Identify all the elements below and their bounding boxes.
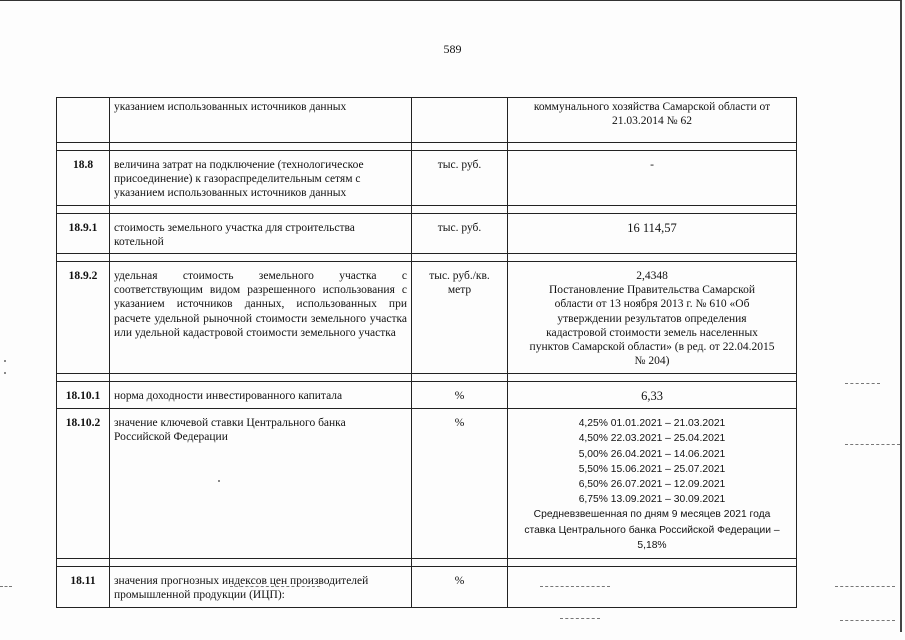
row-value-cell — [508, 409, 797, 559]
row-description: стоимость земельного участка для строительства котельной — [110, 213, 412, 253]
scan-artifact — [840, 620, 895, 621]
row-description: удельная стоимость земельного участка с соответствующим видом разрешенного использования с указанием источников данных, использованных при расчете удельной рыночной стоимости земельного участка или удельной кадастровой стоимости земельного участка — [110, 262, 412, 374]
row-description: указанием использованных источников данных — [110, 98, 412, 143]
scan-artifact — [540, 586, 610, 587]
page-number: 589 — [443, 42, 462, 56]
table-row — [57, 567, 797, 607]
row-gap — [57, 205, 797, 213]
row-value: 4,25% 01.01.2021 – 21.03.2021 4,50% 22.03.2021 – 25.04.2021 5,00% 26.04.2021 – 14.06.2021 5,50% 15.06.2021 – 25.07.2021 6,50% 26.07.2021 – 12.09.2021 6,75% 13.09.2021 – 30.09.2021 Средневзвешенная по дням 9 месяцев 2021 года ставка Центрального банка Российской Федерации – 5,18% — [524, 418, 780, 551]
row-value: - — [508, 151, 797, 206]
row-unit — [412, 98, 508, 143]
scan-artifact — [845, 383, 880, 384]
scan-artifact — [560, 618, 600, 619]
row-number: 18.10.2 — [57, 409, 110, 559]
scan-artifact — [218, 480, 220, 482]
row-number: 18.8 — [57, 151, 110, 206]
row-value: коммунального хозяйства Самарской области от 21.03.2014 № 62 — [508, 98, 797, 143]
scan-artifact — [845, 444, 900, 445]
row-description: значение ключевой ставки Центрального банка Российской Федерации — [110, 409, 412, 559]
data-table — [56, 97, 797, 608]
scan-artifact — [230, 586, 320, 587]
scan-artifact — [4, 360, 6, 362]
row-value: Постановление Правительства Самарской области от 13 ноября 2013 г. № 610 «Об утверждении результатов определения кадастровой стоимости земель населенных пунктов Самарской области» (в ред. от 22.04.2015 № 204) — [529, 284, 775, 368]
row-gap — [57, 143, 797, 151]
row-value: 16 114,57 — [627, 220, 677, 235]
row-number: 18.9.1 — [57, 213, 110, 253]
row-unit: % — [412, 567, 508, 607]
table-row — [57, 98, 797, 143]
row-gap — [57, 254, 797, 262]
scan-artifact — [4, 372, 6, 374]
row-unit: тыс. руб. — [412, 213, 508, 253]
row-value: 6,33 — [641, 389, 663, 404]
row-unit: тыс. руб. — [412, 151, 508, 206]
scan-artifact — [835, 586, 895, 587]
row-unit: % — [412, 382, 508, 409]
row-number — [57, 98, 110, 143]
row-gap — [57, 559, 797, 567]
row-description: норма доходности инвестированного капитала — [110, 382, 412, 409]
table-row — [57, 382, 797, 409]
row-unit: тыс. руб./кв. метр — [412, 262, 508, 374]
row-unit: % — [412, 409, 508, 559]
row-description: величина затрат на подключение (технологическое присоединение) к газораспределительным сетям с указанием использованных источников данных — [110, 151, 412, 206]
scan-artifact — [0, 586, 12, 587]
row-description: значения прогнозных индексов цен производителей промышленной продукции (ИЦП): — [110, 567, 412, 607]
row-value-number: 2,4348 — [636, 270, 668, 283]
table-row — [57, 262, 797, 374]
row-number: 18.10.1 — [57, 382, 110, 409]
row-gap — [57, 374, 797, 382]
row-value-cell — [508, 262, 797, 374]
table-row — [57, 213, 797, 253]
table-row — [57, 409, 797, 559]
row-number: 18.9.2 — [57, 262, 110, 374]
row-number: 18.11 — [57, 567, 110, 607]
row-value-cell — [508, 213, 797, 253]
table-row — [57, 151, 797, 206]
row-value-cell — [508, 382, 797, 409]
